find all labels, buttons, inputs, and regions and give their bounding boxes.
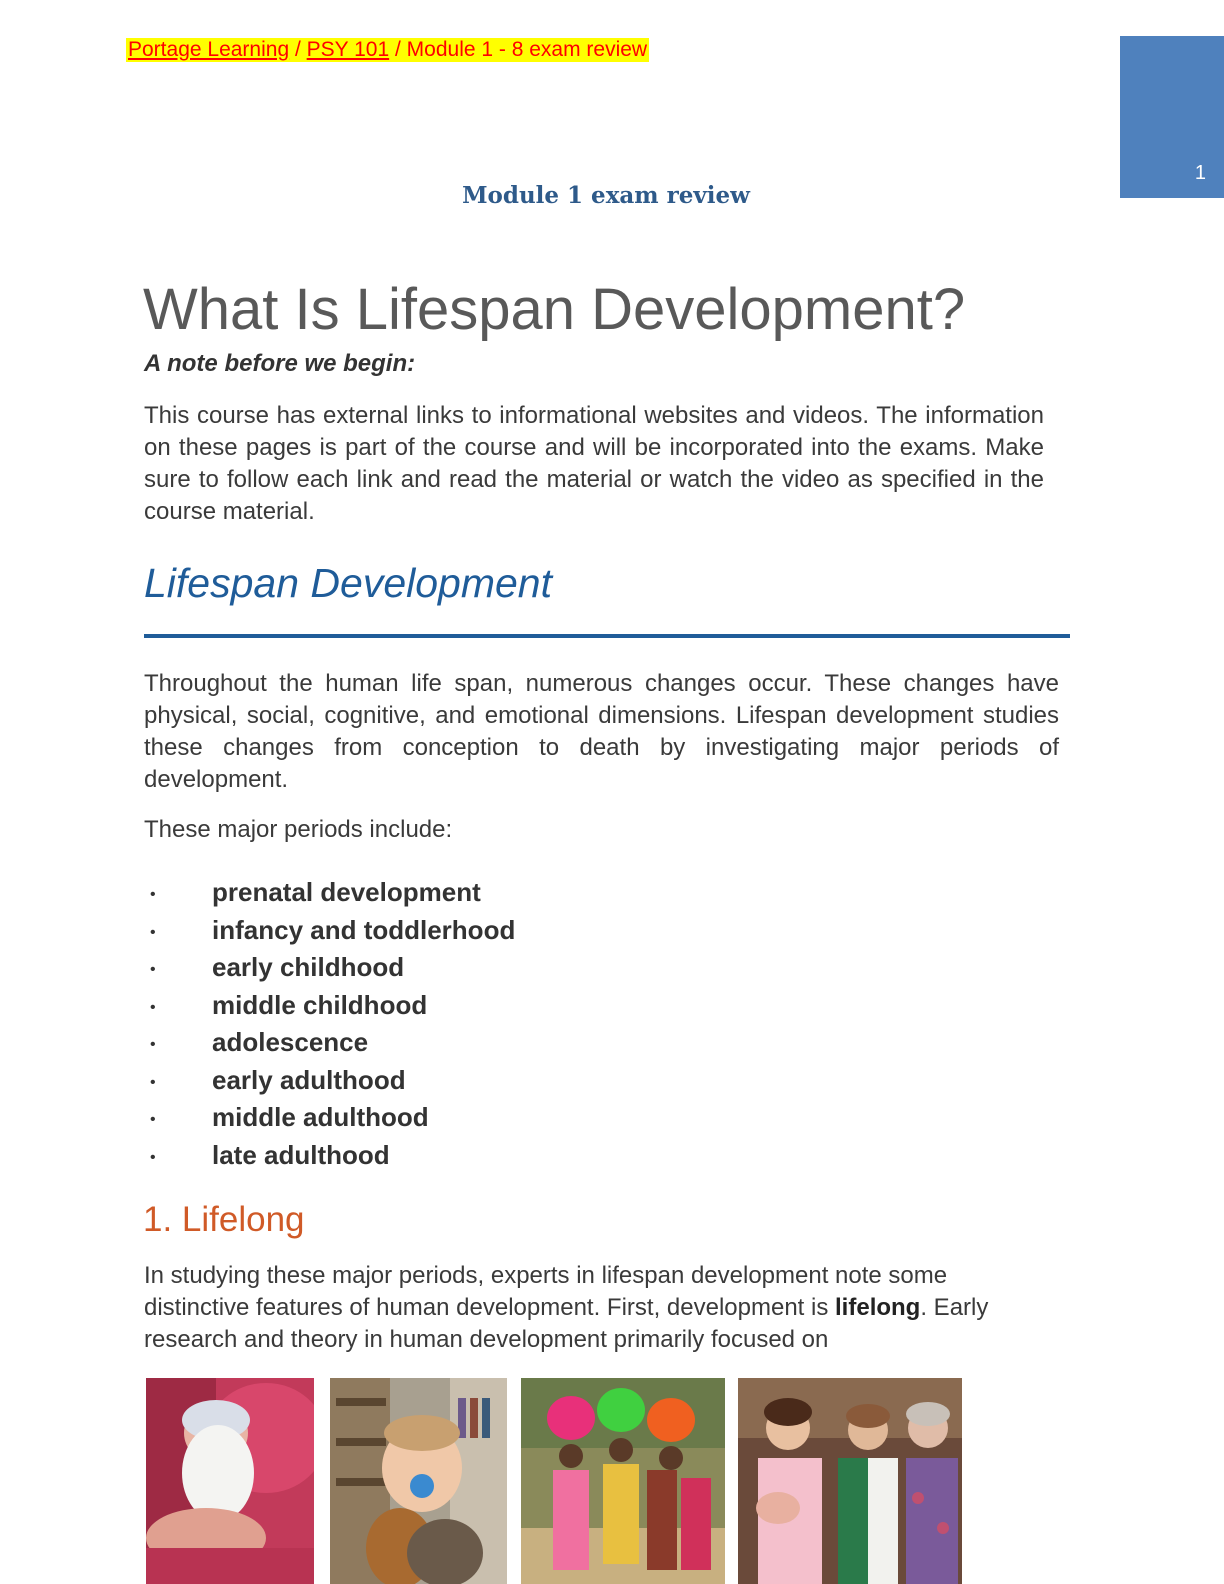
photo-three-generations [738,1378,962,1584]
section-heading: Lifespan Development [144,560,552,606]
lifelong-text-after: . Early research and theory in human development primarily focused on [144,1294,989,1353]
main-heading: What Is Lifespan Development? [143,277,966,342]
periods-list [144,874,515,1174]
lifelong-bold: lifelong [835,1294,921,1321]
list-item: • early childhood [144,949,515,987]
list-item: • early adulthood [144,1062,515,1100]
photo-newborn [146,1378,314,1584]
list-item: • infancy and toddlerhood [144,912,515,950]
photo-children-with-pots [521,1378,725,1584]
lifelong-text-before: In studying these major periods, experts in lifespan development note some distinctive features of human development. First, development is [144,1262,948,1321]
changes-paragraph: Throughout the human life span, numerous changes occur. These changes have physical, social, cognitive, and emotional dimensions. Lifespan development studies these changes from conception to death by investigating major periods of development. [144,670,1059,793]
section-divider [144,634,1070,638]
page-number-tab [1120,36,1224,198]
subheading-lifelong: 1. Lifelong [143,1200,305,1239]
lifelong-paragraph [144,1260,1044,1356]
intro-paragraph: This course has external links to informational websites and videos. The information on these pages is part of the course and will be incorporated into the exams. Make sure to follow each link and read the material or watch the video as specified in the course material. [144,402,1044,525]
page-number: 1 [1194,162,1206,184]
breadcrumb-link-portage-learning[interactable]: Portage Learning [128,38,290,61]
list-item: • late adulthood [144,1137,515,1175]
list-item: • adolescence [144,1024,515,1062]
breadcrumb-current: / Module 1 - 8 exam review [389,38,648,61]
breadcrumb [126,38,649,62]
list-item: • middle adulthood [144,1099,515,1137]
note-heading: A note before we begin: [144,350,416,377]
module-title: Module 1 exam review [462,182,750,209]
breadcrumb-separator: / [289,38,307,61]
list-item: • middle childhood [144,987,515,1025]
periods-intro: These major periods include: [144,816,453,843]
photo-toddler [330,1378,507,1584]
breadcrumb-link-psy-101[interactable]: PSY 101 [306,38,390,61]
list-item: • prenatal development [144,874,515,912]
